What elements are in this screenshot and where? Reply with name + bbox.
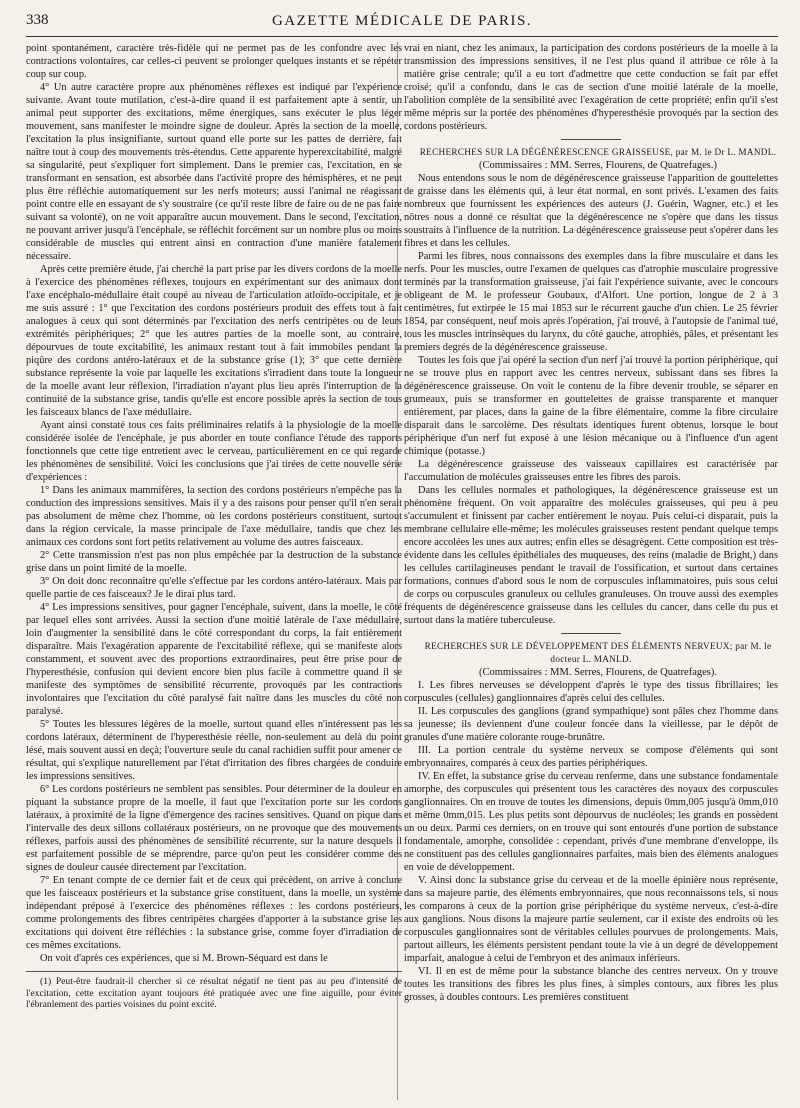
numbered-paragraph: IV. En effet, la substance grise du cerveau renferme, dans une substance fondamentale amorphe, des corpuscules qui présentent tous les caractères des noyaux des corpuscules ganglionnaires. On en trouve de toutes les dimensions, depuis 0mm,005 jusqu'à 0mm,010 et même 0mm,015. Les plus petits sont dépourvus de nucléoles; les grands en possèdent un ou deux. Parmi ces derniers, on en trouve qui sont entourés d'une portion de substance fondamentale, amorphe, consolidée : cependant, privés d'une membrane d'enveloppe, ils ne constituent pas des cellules ganglionnaires parfaites, mais bien des éléments analogues en voie de développement. [404,771,778,873]
commissioners-line: (Commissaires : MM. Serres, Flourens, de Quatrefages). [479,667,717,678]
paragraph: 6° Les cordons postérieurs ne semblent pas sensibles. Pour déterminer de la douleur en piquant la substance propre de la moelle, il faut que l'excitation porte sur les cordons latéraux, à proximité de la ligne d'émergence des racines sensitives. Quand on pique dans l'intervalle des deux sillons collatéraux postérieurs, on ne provoque que des mouvements réflexes, parfois aussi des phénomènes de sensibilité récurrente, sur la nature desquels il est parfaitement possible de se méprendre, parce qu'on peut les considérer comme des signes de douleur causée directement par l'excitation. [26,784,402,873]
paragraph: Dans les cellules normales et pathologiques, la dégénérescence graisseuse est un phénomène fréquent. On voit apparaître des molécules graisseuses, qui peu à peu s'accumulent et finissent par cacher entièrement le noyau. Puis celui-ci disparait, puis la membrane cellulaire elle-même; les molécules graisseuses restent pendant quelque temps encore accolées les unes aux autres; enfin elles se désagrègent. Cette composition est très-évidente dans les cellules épithéliales des muqueuses, des reins (maladie de Bright,) dans les cellules cartilagineuses pendant le travail de l'ossification, et surtout dans certaines formations, connues d'abord sous le nom de corpuscules inflammatoires, puis sous celui de corps ou corpuscules granuleux ou cellules granuleuses. On trouve aussi des exemples fréquents de dégénérescence graisseuse dans les cellules du cancer, dans celle du pus et surtout dans la matière tuberculeuse. [404,485,778,626]
journal-title: GAZETTE MÉDICALE DE PARIS. [271,13,533,29]
numbered-paragraph: III. La portion centrale du système nerveux se compose d'éléments qui sont embryonnaires, comparés à ceux des parties périphériques. [404,745,778,769]
page-number: 338 [26,12,49,28]
paragraph: vrai en niant, chez les animaux, la participation des cordons postérieurs de la moelle à la transmission des impressions sensitives, il ne l'est plus quand il attribue ce rôle à la matière grise centrale; qu'il a eu tort d'admettre que cette conduction se fait par effet croisé; qu'il a confondu, dans le cas de section d'une moitié latérale de la moelle, l'abolition complète de la sensibilité avec l'exagération de cette propriété; enfin qu'il s'est même mépris sur la portée des phénomènes d'hyperesthésie provoqués par la section des cordons postérieurs. [404,43,778,132]
paragraph: 3° On doit donc reconnaître qu'elle s'effectue par les cordons antéro-latéraux. Mais par quelle partie de ces faisceaux? Je le dirai plus tard. [26,576,402,600]
page-header [26,10,778,37]
paragraph: 4° Les impressions sensitives, pour gagner l'encéphale, suivent, dans la moelle, le côté par lequel elles sont arrivées. Aussi la section d'une moitié latérale de l'axe médullaire, loin d'augmenter la sensibilité dans le côté correspondant du corps, la fait entièrement disparaître. Mais l'exagération apparente de l'excitabilité réflexe, qui se manifeste alors constamment, et souvent avec des proportions extraordinaires, peut être prise pour de l'hyperesthésie, confusion qui devient encore bien plus facile à commettre quand il se manifeste des symptômes de sensibilité récurrente, provoqués par les contractions involontaires que l'excitation du côté paralysé fait naître dans les muscles du côté non paralysé. [26,602,402,717]
section-title: RECHERCHES SUR LA DÉGÉNÉRESCENCE GRAISSEUSE, par M. le Dr L. MANDL. [419,147,777,157]
paragraph: 7° En tenant compte de ce dernier fait et de ceux qui précèdent, on arrive à conclure que les faisceaux postérieurs et la substance grise constituent, dans la moelle, un système indépendant préposé à l'exercice des phénomènes réflexes : les cordons postérieurs, comme prolongements des fibres centripètes chargées d'apporter à la substance grise les excitations qui doivent être réfléchies : la substance grise, comme foyer d'irradiation de ces mêmes excitations. [26,875,402,951]
numbered-paragraph: V. Ainsi donc la substance grise du cerveau et de la moelle épinière nous représente, dans sa majeure partie, des éléments embryonnaires, que nous reconnaissons tels, si nous les comparons à ceux de la portion grise périphérique du système nerveux, c'est-à-dire aux ganglions. Nous disons la majeure partie seulement, car il existe des endroits où les corpuscules ganglionnaires sont de véritables cellules pourvues de prolongements. Mais, partout ailleurs, les éléments persistent pendant toute la vie à un degré de développement imparfait, analogue à celui de l'embryon et des animaux inférieurs. [404,875,778,964]
section-title: RECHERCHES SUR LE DÉVELOPPEMENT DES ÉLÉMENTS NERVEUX; par M. le docteur L. MANLD. [424,641,772,664]
section-rule [561,633,621,634]
paragraph: Parmi les fibres, nous connaissons des exemples dans la fibre musculaire et dans les nerfs. Pour les muscles, outre l'examen de quelques cas d'atrophie musculaire progressive terminés par la transformation graisseuse, j'ai fait l'expérience suivante, avec le concours obligeant de M. le professeur Goubaux, d'Alfort. Une portion, longue de 2 à 3 centimètres, fut extirpée le 15 mai 1853 sur le récurrent gauche d'un chien. Le 25 février 1854, par conséquent, neuf mois après l'opération, j'ai trouvé, à l'autopsie de l'animal tué, tous les muscles intrinsèques du larynx, du côté gauche, atrophiés, pâles, et présentant les premiers degrés de la dégénérescence graisseuse. [404,251,778,353]
numbered-paragraph: II. Les corpuscules des ganglions (grand sympathique) sont pâles chez l'homme dans sa jeunesse; ils deviennent d'une couleur foncée dans la vieillesse, par le dépôt de granules d'une matière colorante rouge-brunâtre. [404,706,778,743]
right-column [404,42,778,1004]
numbered-paragraph: VI. Il en est de même pour la substance blanche des centres nerveux. On y trouve toutes les transitions des fibres les plus fines, à simples contours, aux fibres les plus grosses, à doubles contours. Les premières constituent [404,966,778,1003]
paragraph: 5° Toutes les blessures légères de la moelle, surtout quand elles n'intéressent pas les cordons latéraux, déterminent de l'hyperesthésie réelle, non-seulement au delà du point lésé, mais souvent aussi en deçà; l'ouverture seule du canal rachidien suffit pour amener ce résultat, qui s'explique naturellement par l'état d'irritation des fibres chargées de conduire les impressions sensitives. [26,719,402,782]
commissioners-line: (Commissaires : MM. Serres, Flourens, de Quatrefages.) [479,160,717,171]
paragraph: Ayant ainsi constaté tous ces faits préliminaires relatifs à la physiologie de la moelle considérée isolée de l'encéphale, je pus aborder en toute confiance l'étude des rapports fonctionnels que cette tige entretient avec le cerveau, particulièrement en ce qui regarde les phénomènes de sensibilité. Voici les conclusions que j'ai tirées de cette nouvelle série d'expériences : [26,420,402,483]
paragraph: Après cette première étude, j'ai cherché la part prise par les divers cordons de la moelle à l'exercice des phénomènes réflexes, toujours en expérimentant sur des animaux dont l'axe encéphalo-médullaire était coupé au niveau de l'articulation atloïdo-occipitale, et je me suis assuré : 1° que l'excitation des cordons postérieurs produit des effets tout à fait analogues à ceux qui sont déterminés par l'excitation des nerfs centripètes ou de leurs extrémités périphériques; 2° que les autres parties de la moelle sont, au contraire, dépourvues de toute excitabilité, les animaux restant tout à fait immobiles pendant la piqûre des cordons antéro-latéraux et de la substance grise (1); 3° que cette dernière substance représente la voie par laquelle les excitations s'irradient dans toute la longueur de la moelle avant leur réflexion, l'irradiation n'ayant plus lieu après l'interruption de la continuité de la substance grise, tandis qu'elle est encore possible après la section de tous les faisceaux blancs de l'axe médullaire. [26,264,402,418]
paragraph: Nous entendons sous le nom de dégénérescence graisseuse l'apparition de gouttelettes de graisse dans les éléments qui, à leur état normal, en sont privés. L'examen des faits nombreux que fournissent les expériences des auteurs (J. Guérin, Wagner, etc.) et les nôtres nous a donné ce résultat que la dégénérescence ne s'opère que dans les tissus soustraits à l'influence de la nutrition. La dégénérescence graisseuse peut s'opérer dans les fibres et dans les cellules. [404,173,778,249]
numbered-paragraph: I. Les fibres nerveuses se développent d'après le type des tissus fibrillaires; les corpuscules (cellules) ganglionnaires d'après celui des cellules. [404,680,778,704]
paragraph: point spontanément, caractère très-fidèle qui ne permet pas de les confondre avec les contractions volontaires, car celles-ci peuvent se prolonger quelques instants et se répéter coup sur coup. [26,43,402,80]
paragraph: La dégénérescence graisseuse des vaisseaux capillaires est caractérisée par l'accumulation de molécules graisseuses entre les fibres des parois. [404,459,778,483]
footnote: (1) Peut-être faudrait-il chercher si ce résultat négatif ne tient pas au peu d'intensité de l'excitation, cette excitation ayant toujours été pratiquée avec une fine aiguille, pour éviter l'ébranlement des parties voisines du point excité. [26,976,402,1010]
section-rule [561,139,621,140]
left-column [26,42,402,1011]
paragraph: On voit d'après ces expériences, que si M. Brown-Séquard est dans le [40,953,328,964]
paragraph: 2° Cette transmission n'est pas non plus empêchée par la destruction de la substance grise dans un point limité de la moelle. [26,550,402,574]
paragraph: Toutes les fois que j'ai opéré la section d'un nerf j'ai trouvé la portion périphérique, qui ne se trouve plus en rapport avec les centres nerveux, subissant dans ses fibres la dégénérescence graisseuse. On voit le contenu de la fibre devenir trouble, se séparer en grumeaux, puis se transformer en gouttelettes de graisse transparente et manquer entièrement, par places, dans la gaine de la fibre élémentaire, comme la fibre circulaire disparait dans le sarcolème. Des résultats identiques furent obtenus, lorsque le bout périphérique d'un nerf fut exposé à une lésion mécanique ou à l'influence d'un agent chimique (potasse.) [404,355,778,457]
footnote-rule [26,971,402,972]
paragraph: 1° Dans les animaux mammifères, la section des cordons postérieurs n'empêche pas la conduction des impressions sensitives. Mais il y a des raisons pour penser qu'il n'en serait pas absolument de même chez l'homme, où les cordons postérieurs constituent, surtout dans la région cervicale, la masse principale de l'axe médullaire, tandis que chez les animaux ces cordons sont fort petits relativement au volume des autres faisceaux. [26,485,402,548]
paragraph: 4° Un autre caractère propre aux phénomènes réflexes est indiqué par l'expérience suivante. Avant toute mutilation, c'est-à-dire quand il est parfaitement apte à sentir, un animal peut supporter des excitations, même énergiques, sans exécuter le plus léger mouvement, sans manifester le moindre signe de douleur. Après la section de la moelle, l'excitation la plus insignifiante, surtout quand elle porte sur les pattes de derrière, fait naître tout à coup des mouvements très-étendus. Cette apparente hyperexcitabilité, malgré sa singularité, peut s'expliquer fort simplement. Dans le premier cas, l'excitation, en se transformant en sensation, est absorbée dans l'activité propre des hémisphères, et ne peut plus être réfléchie automatiquement sur les nerfs moteurs; aussi l'animal ne réagissant point contre elle en essayant de s'y soustraire (ce qu'il reste libre de faire ou de ne pas faire suivant sa volonté), on ne voit apparaître aucun mouvement. Dans le second, l'excitation, ne pouvant arriver jusqu'à l'encéphale, se réfléchit forcément sur un nombre plus ou moins considérable de muscles qui entrent ainsi en contraction d'une manière fatalement nécessaire. [26,82,402,262]
